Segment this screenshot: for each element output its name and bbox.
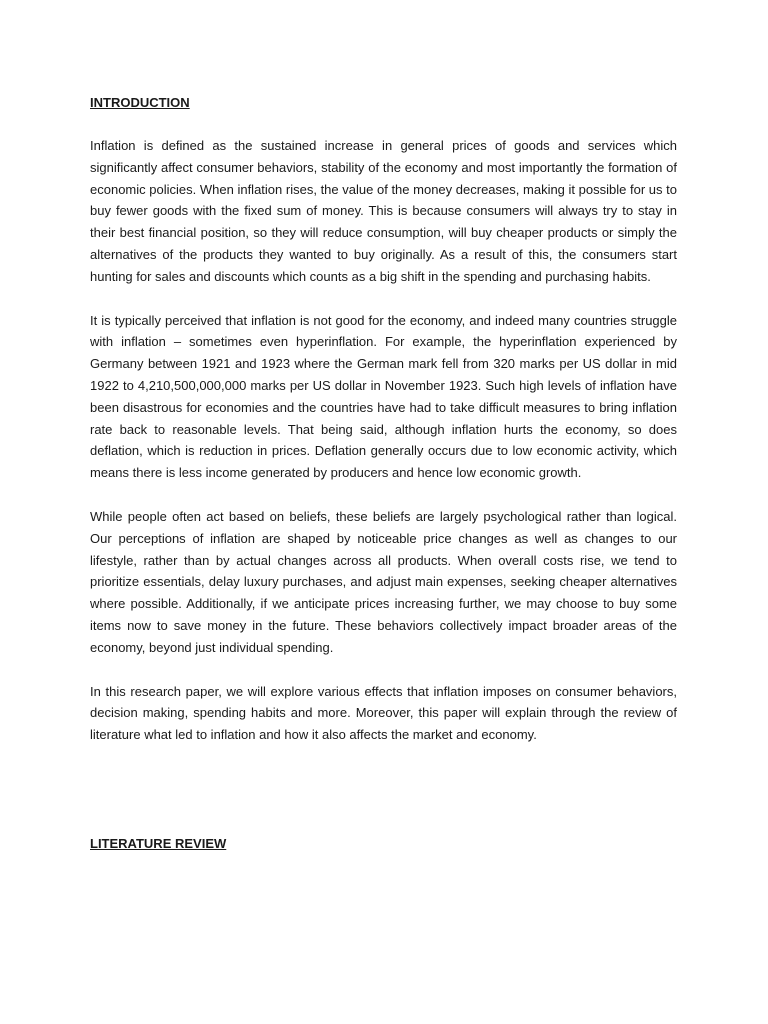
paragraph: It is typically perceived that inflation is not good for the economy, and indeed many countries struggle with inflation – sometimes even hyperinflation. For example, the hyperinflation experienced by Germany between 1921 and 1923 where the German mark fell from 320 marks per US dollar in mid 1922 to 4,210,500,000,000 marks per US dollar in November 1923. Such high levels of inflation have been disastrous for economies and the countries have had to take difficult measures to bring inflation rate back to reasonable levels. That being said, although inflation hurts the economy, so does deflation, which is reduction in prices. Deflation generally occurs due to low economic activity, which means there is less income generated by producers and hence low economic growth. (90, 312, 677, 481)
paragraph: In this research paper, we will explore various effects that inflation imposes on consumer behaviors, decision making, spending habits and more. Moreover, this paper will explain through the review of literature what led to inflation and how it also affects the market and economy. (90, 683, 677, 743)
paragraph: While people often act based on beliefs, these beliefs are largely psychological rather than logical. Our perceptions of inflation are shaped by noticeable price changes as well as changes to our lifestyle, rather than by actual changes across all products. When overall costs rise, we tend to prioritize essentials, delay luxury purchases, and adjust main expenses, seeking cheaper alternatives where possible. Additionally, if we anticipate prices increasing further, we may choose to buy some items now to save money in the future. These behaviors collectively impact broader areas of the economy, beyond just individual spending. (90, 508, 677, 655)
section-heading-introduction: INTRODUCTION (90, 95, 190, 110)
document-body (90, 92, 677, 855)
section-heading-literature-review: LITERATURE REVIEW (90, 835, 227, 851)
paragraph: Inflation is defined as the sustained increase in general prices of goods and services which significantly affect consumer behaviors, stability of the economy and most importantly the formation of economic policies. When inflation rises, the value of the money decreases, making it possible for us to buy fewer goods with the fixed sum of money. This is because consumers will always try to stay in their best financial position, so they will reduce consumption, will buy cheaper products or simply the alternatives of the products they wanted to buy originally. As a result of this, the consumers start hunting for sales and discounts which counts as a big shift in the spending and purchasing habits. (90, 138, 677, 284)
